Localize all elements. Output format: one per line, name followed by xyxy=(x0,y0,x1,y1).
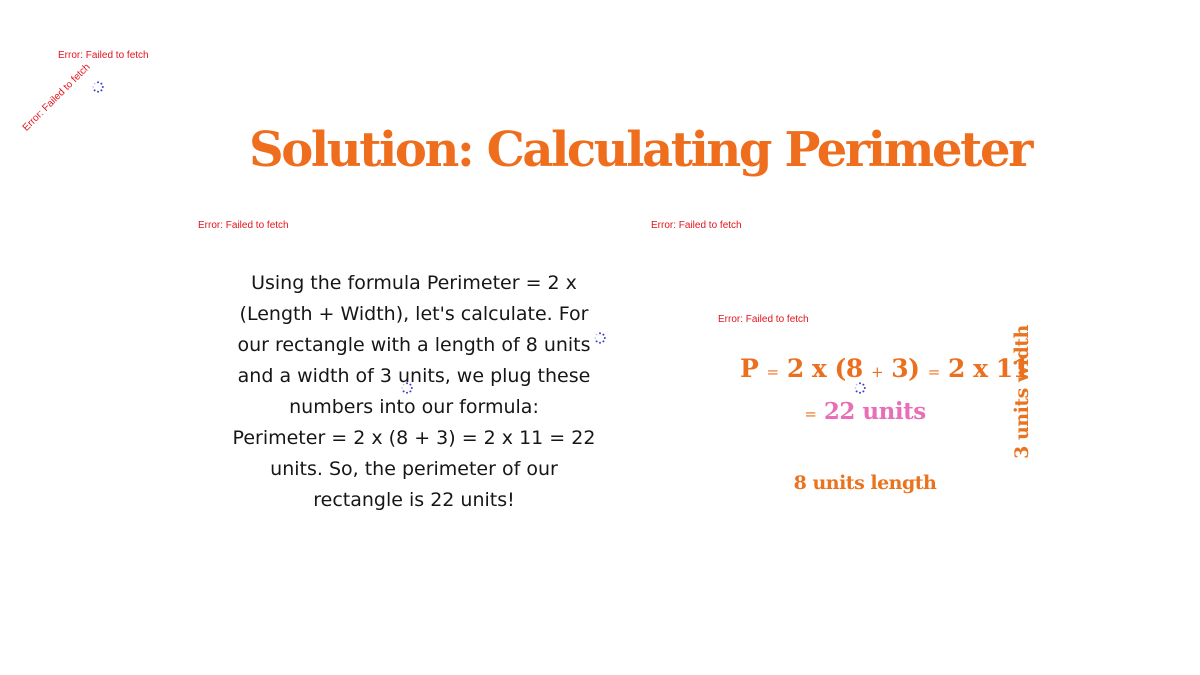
formula-term: 3) xyxy=(891,354,920,383)
length-label: 8 units length xyxy=(793,472,937,494)
result-value: 22 units xyxy=(823,398,926,425)
formula-term: 2 x 11 xyxy=(948,354,1030,383)
perimeter-formula xyxy=(740,352,1030,389)
loading-spinner-icon xyxy=(92,81,104,93)
error-message: Error: Failed to fetch xyxy=(651,220,742,231)
formula-plus: + xyxy=(870,363,884,381)
slide-title: Solution: Calculating Perimeter xyxy=(249,122,1031,178)
error-message: Error: Failed to fetch xyxy=(718,314,809,325)
error-message: Error: Failed to fetch xyxy=(58,50,149,61)
formula-symbol: P xyxy=(740,354,759,383)
explanation-text xyxy=(228,268,600,516)
error-message: Error: Failed to fetch xyxy=(20,61,93,134)
error-message: Error: Failed to fetch xyxy=(198,220,289,231)
formula-equals: = xyxy=(766,363,779,381)
result-equals: = xyxy=(804,405,817,423)
width-label: 3 units width xyxy=(1011,325,1033,459)
formula-equals: = xyxy=(927,363,940,381)
perimeter-result xyxy=(740,396,990,430)
formula-term: 2 x (8 xyxy=(786,354,863,383)
explanation-paragraph: Perimeter = 2 x (8 + 3) = 2 x 11 = 22 units. So, the perimeter of our rectangle is 22 units! xyxy=(232,427,596,511)
explanation-paragraph: Using the formula Perimeter = 2 x (Length + Width), let's calculate. For our rectangle with a length of 8 units and a width of 3 units, we plug these numbers into our formula: xyxy=(237,272,591,418)
